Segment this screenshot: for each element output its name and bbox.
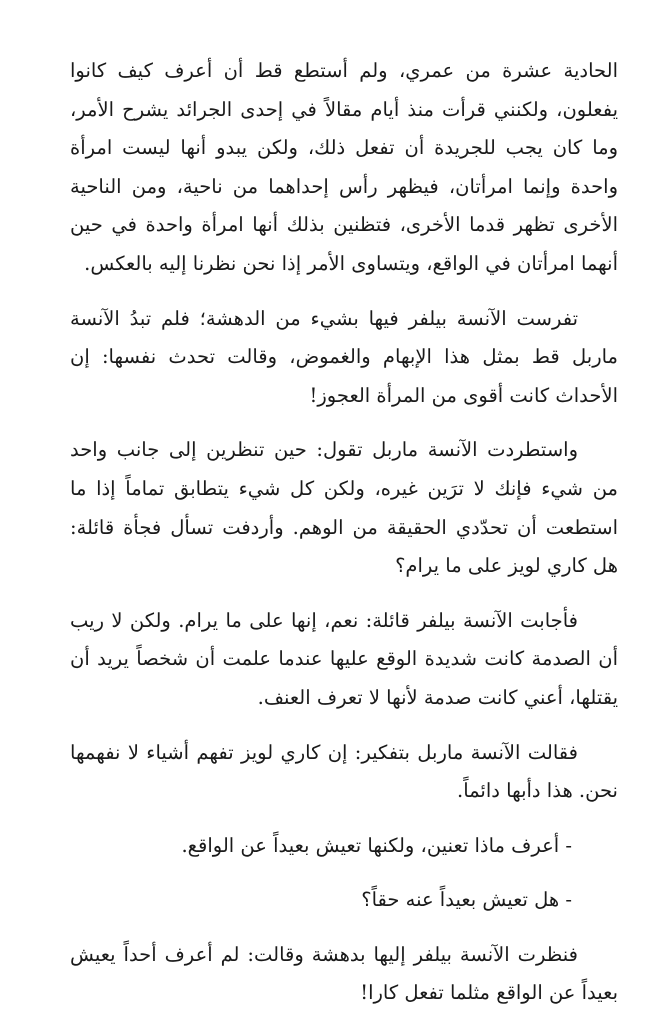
paragraph-marple-continues: واستطردت الآنسة ماربل تقول: حين تنظرين إلى جانب واحد من شيء فإنك لا ترَين غيره، ولكن كل شيء يتطابق تماماً إذا ما استطعت أن تحدّدي الحقيقة من الوهم. وأردفت تسأل فجأة قائلة: هل كاري لويز على ما يرام؟	[70, 438, 618, 578]
dialogue-line-2: - هل تعيش بعيداً عنه حقاً؟	[361, 888, 572, 912]
paragraph-final: فنظرت الآنسة بيلفر إليها بدهشة وقالت: لم أعرف أحداً يعيش بعيداً عن الواقع مثلما تفعل كارا!	[70, 942, 618, 1005]
paragraph-continuation: الحادية عشرة من عمري، ولم أستطع قط أن أعرف كيف كانوا يفعلون، ولكنني قرأت منذ أيام مقالاً في إحدى الجرائد يشرح الأمر، وما كان يجب للجريدة أن تفعل ذلك، ولكن يبدو أنها ليست امرأة واحدة وإنما امرأتان، فيظهر رأس إحداهما من ناحية، ومن الناحية الأخرى تظهر قدما الأخرى، فتظنين بذلك أنها امرأة واحدة في حين أنهما امرأتان في الواقع، ويتساوى الأمر إذا نحن نظرنا إليه بالعكس.	[70, 59, 618, 275]
dialogue-line-1: - أعرف ماذا تعنين، ولكنها تعيش بعيداً عن الواقع.	[181, 833, 572, 857]
paragraph-marple-thinking: فقالت الآنسة ماربل بتفكير: إن كاري لويز تفهم أشياء لا نفهمها نحن. هذا دأبها دائماً.	[70, 740, 618, 803]
paragraph-bulver-surprise: تفرست الآنسة بيلفر فيها بشيء من الدهشة؛ فلم تبدُ الآنسة ماربل قط بمثل هذا الإبهام والغموض، وقالت تحدث نفسها: إن الأحداث كانت أقوى من المرأة العجوز!	[70, 306, 618, 407]
paragraph-bulver-answer: فأجابت الآنسة بيلفر قائلة: نعم، إنها على ما يرام. ولكن لا ريب أن الصدمة كانت شديدة الوقع عليها عندما علمت أن شخصاً يريد أن يقتلها، أعني كانت صدمة لأنها لا تعرف العنف.	[70, 608, 618, 709]
book-page	[70, 52, 618, 1029]
